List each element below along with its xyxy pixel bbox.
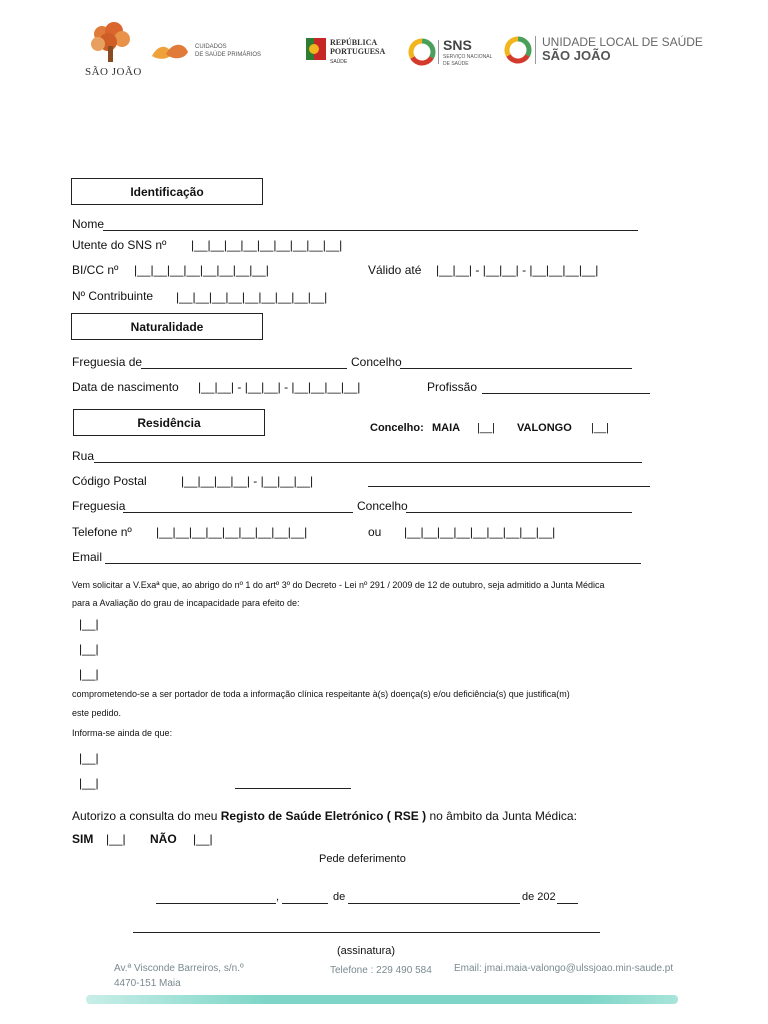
telefone2-boxes[interactable]: |__|__|__|__|__|__|__|__|__| xyxy=(404,525,556,539)
footer-address-2: 4470-151 Maia xyxy=(114,978,181,989)
freguesia-res-label: Freguesia xyxy=(72,499,126,513)
commit-line2: este pedido. xyxy=(72,708,122,718)
nao-checkbox[interactable]: |__| xyxy=(193,832,213,846)
info-field[interactable] xyxy=(235,788,351,789)
valongo-label: VALONGO xyxy=(517,422,572,434)
mes-field[interactable] xyxy=(348,903,520,904)
concelho-nat-field[interactable] xyxy=(400,368,632,369)
sns-line1: SERVIÇO NACIONAL xyxy=(443,54,493,60)
bicc-label: BI/CC nº xyxy=(72,263,119,277)
informa-label: Informa-se ainda de que: xyxy=(72,728,173,738)
localidade-field[interactable] xyxy=(368,486,650,487)
valido-label: Válido até xyxy=(368,263,422,277)
uls-line2: SÃO JOÃO xyxy=(542,48,611,63)
ou-label: ou xyxy=(368,525,382,539)
concelho-res-field-label: Concelho xyxy=(357,499,408,513)
assinatura-field[interactable] xyxy=(133,932,600,933)
rse-suffix: no âmbito da Junta Médica: xyxy=(426,809,577,823)
contribuinte-label: Nº Contribuinte xyxy=(72,289,154,303)
rse-statement xyxy=(72,809,577,823)
maia-checkbox[interactable]: |__| xyxy=(477,422,495,434)
footer-address-1: Av.ª Visconde Barreiros, s/n.º xyxy=(114,963,244,974)
profissao-field[interactable] xyxy=(482,393,650,394)
concelho-res-label: Concelho: xyxy=(370,422,424,434)
option-checkbox-1[interactable]: |__| xyxy=(79,617,99,631)
rse-prefix: Autorizo a consulta do meu xyxy=(72,809,221,823)
data-nasc-label: Data de nascimento xyxy=(72,380,179,394)
contribuinte-boxes[interactable]: |__|__|__|__|__|__|__|__|__| xyxy=(176,290,328,304)
freguesia-res-field[interactable] xyxy=(123,512,353,513)
sim-checkbox[interactable]: |__| xyxy=(106,832,126,846)
pede-deferimento: Pede deferimento xyxy=(319,853,406,865)
option-checkbox-3[interactable]: |__| xyxy=(79,667,99,681)
footer-telefone: Telefone : 229 490 584 xyxy=(330,965,432,976)
concelho-res-field[interactable] xyxy=(406,512,632,513)
republica-line3: SAÚDE xyxy=(330,59,348,65)
csp-line1: CUIDADOS xyxy=(195,44,227,50)
sim-label: SIM xyxy=(72,832,94,846)
maia-label: MAIA xyxy=(432,422,461,434)
dia-field[interactable] xyxy=(282,903,328,904)
de-label-1: de xyxy=(333,891,346,903)
uls-line1: UNIDADE LOCAL DE SAÚDE xyxy=(542,35,703,49)
utente-label: Utente do SNS nº xyxy=(72,238,167,252)
info-checkbox-1[interactable]: |__| xyxy=(79,751,99,765)
utente-boxes[interactable]: |__|__|__|__|__|__|__|__|__| xyxy=(191,238,343,252)
footer-email: Email: jmai.maia-valongo@ulssjoao.min-saude.pt xyxy=(454,963,674,974)
bicc-boxes[interactable]: |__|__|__|__|__|__|__|__| xyxy=(134,263,269,277)
request-line1: Vem solicitar a V.Exaª que, ao abrigo do nº 1 do artº 3º do Decreto - Lei nº 291 / 2009 de 12 de outubro, seja admitido a Junta Médica xyxy=(72,580,605,590)
csp-logo-icon xyxy=(150,42,190,62)
profissao-label: Profissão xyxy=(427,380,478,394)
local-field[interactable] xyxy=(156,903,276,904)
de-label-2: de 202 xyxy=(522,891,556,903)
email-label: Email xyxy=(72,550,103,564)
telefone-label: Telefone nº xyxy=(72,525,132,539)
freguesia-de-field[interactable] xyxy=(141,368,347,369)
codigo-postal-label: Código Postal xyxy=(72,474,147,488)
valongo-checkbox[interactable]: |__| xyxy=(591,422,609,434)
sns-divider xyxy=(438,40,439,64)
info-checkbox-2[interactable]: |__| xyxy=(79,776,99,790)
republica-line2: PORTUGUESA xyxy=(330,47,386,56)
request-line2: para a Avaliação do grau de incapacidade para efeito de: xyxy=(72,598,300,608)
rua-label: Rua xyxy=(72,449,95,463)
rse-bold: Registo de Saúde Eletrónico ( RSE ) xyxy=(220,809,427,823)
option-checkbox-2[interactable]: |__| xyxy=(79,642,99,656)
nome-label: Nome xyxy=(72,217,105,231)
uls-logo-icon xyxy=(504,36,532,64)
rua-field[interactable] xyxy=(94,462,642,463)
commit-line1: comprometendo-se a ser portador de toda a informação clínica respeitante à(s) doença(s) e/ou deficiência(s) que justifica(m) xyxy=(72,689,570,699)
section-identificacao: Identificação xyxy=(71,178,263,205)
freguesia-de-label: Freguesia de xyxy=(72,355,143,369)
republica-flag-icon xyxy=(306,38,326,60)
comma: , xyxy=(276,891,280,903)
csp-line2: DE SAÚDE PRIMÁRIOS xyxy=(195,52,262,58)
valido-boxes[interactable]: |__|__| - |__|__| - |__|__|__|__| xyxy=(436,263,599,277)
nao-label: NÃO xyxy=(150,832,177,846)
data-nasc-boxes[interactable]: |__|__| - |__|__| - |__|__|__|__| xyxy=(198,380,361,394)
sns-line2: DE SAÚDE xyxy=(443,61,469,67)
uls-divider xyxy=(535,36,536,64)
concelho-nat-label: Concelho xyxy=(351,355,402,369)
telefone-boxes[interactable]: |__|__|__|__|__|__|__|__|__| xyxy=(156,525,308,539)
codigo-postal-boxes[interactable]: |__|__|__|__| - |__|__|__| xyxy=(181,474,314,488)
sns-title: SNS xyxy=(443,37,472,53)
nome-field[interactable] xyxy=(103,230,638,231)
sao-joao-tree-icon xyxy=(88,22,134,64)
assinatura-label: (assinatura) xyxy=(337,945,396,957)
ano-field[interactable] xyxy=(557,903,578,904)
email-field[interactable] xyxy=(105,563,641,564)
sao-joao-logo-text: SÃO JOÃO xyxy=(85,66,142,78)
republica-line1: REPÚBLICA xyxy=(330,38,378,47)
sns-logo-icon xyxy=(408,38,436,66)
section-residencia: Residência xyxy=(73,409,265,436)
section-naturalidade: Naturalidade xyxy=(71,313,263,340)
footer-bar xyxy=(86,995,678,1004)
